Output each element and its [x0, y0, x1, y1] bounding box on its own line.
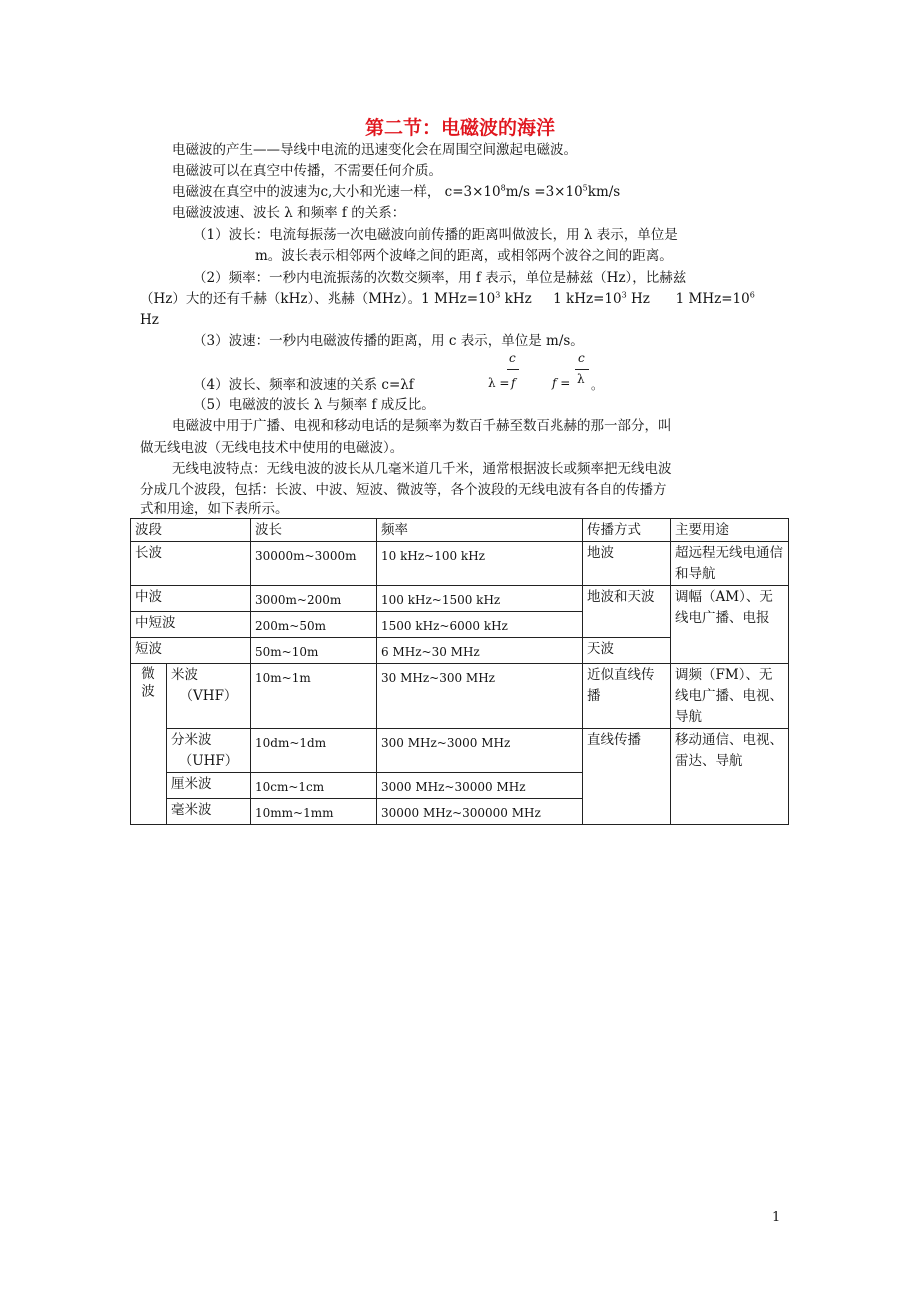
header-use: 主要用途	[671, 519, 789, 542]
band-microwave: 微波	[131, 664, 167, 825]
use-vhf: 调频（FM）、无线电广播、电视、导航	[671, 664, 789, 729]
item-relation: （4）波长、频率和波速的关系 c=λf	[193, 377, 414, 393]
band-medshort: 中短波	[131, 612, 251, 638]
wavelength-mm: 10mm~1mm	[251, 799, 377, 825]
paragraph-radio-waves-cont: 做无线电波（无线电技术中使用的电磁波）。	[140, 440, 404, 456]
frequency-cm: 3000 MHz~30000 MHz	[377, 773, 583, 799]
document-page: 第二节：电磁波的海洋 电磁波的产生——导线中电流的迅速变化会在周围空间激起电磁波。 电磁波可以在真空中传播，不需要任何介质。 电磁波在真空中的波速为c,大小和光速一样， $c=3\times 10^8m/s =3\times 10^5km/s$ 电磁波波速、波长 λ 和频率 f 的关系： （1）波长：电流每振荡一次电磁波向前传播的距离叫做波长，用 λ 表示，单位是 m。波长表示相邻两个波峰之间的距离，或相邻两个波谷之间的距离。 （2）频率：一秒内电流振荡的次数交频率，用 f 表示，单位是赫兹（Hz），比赫兹 （Hz）大的还有千赫（kHz）、兆赫（MHz）。1 $MHz=10^3$ kHz 1 $kHz=10^3$ Hz 1 $MHz=10^6$ Hz （3）波速：一秒内电磁波传播的距离，用 c 表示，单位是 m/s。 （4）波长、频率和波速的关系 c=λf λ = c f f = c λ 。 （5）电磁波的波长 λ 与频率 f 成反比。 电磁波中用于广播、电视和移动电话的是频率为数百千赫至数百兆赫的那一部分，叫 做无线电波（无线电技术中使用的电磁波）。 无线电波特点：无线电波的波长从几毫米道几千米，通常根据波长或频率把无线电波 分成几个波段，包括：长波、中波、短波、微波等，各个波段的无线电波有各自的传播方 式和用途，如下表所示。 波段 波长 频率 传播方式 主要用途 长波 30000m~3000m 10 kHz~100 kHz 地波 超远程无线电通信和导航 中波 3000m~200m 100 kHz~1500 kHz 地波和天波 调幅（AM）、无线电广播、电报 中短波 200m~50m 1500 kHz~6000 kHz 短波 50m~10m 6 MHz~30 MHz 天波 微波 米波 （VHF） 10m~1m 30 MHz~300 MHz 近似直线传播 调频（FM）、无线电广播、电视、导航 分米波 （UHF） 10dm~1dm 300 MHz~3000 MHz 直线传播 移动通信、电视、雷达、导航 厘米波 10cm~1cm 3000 MHz~30000 MHz 毫米波 10mm~1mm 30000 MHz~300000 MHz 1	[0, 0, 920, 1302]
table-row	[131, 586, 789, 612]
paragraph-generation: 电磁波的产生——导线中电流的迅速变化会在周围空间激起电磁波。	[172, 142, 577, 158]
frequency-vhf: 30 MHz~300 MHz	[377, 664, 583, 729]
band-uhf: 分米波 （UHF）	[167, 729, 251, 773]
paragraph-features: 无线电波特点：无线电波的波长从几毫米道几千米，通常根据波长或频率把无线电波	[172, 461, 672, 477]
wavelength-vhf: 10m~1m	[251, 664, 377, 729]
item-wavelength: （1）波长：电流每振荡一次电磁波向前传播的距离叫做波长，用 λ 表示，单位是	[193, 227, 678, 243]
paragraph-speed: 电磁波在真空中的波速为c,大小和光速一样， $c=3\times 10^8m/s =3\times 10^5km/s$	[172, 183, 621, 200]
propagation-uhf: 直线传播	[583, 729, 671, 825]
paragraph-features-end: 式和用途，如下表所示。	[140, 501, 289, 517]
wavelength-medium: 3000m~200m	[251, 586, 377, 612]
item-frequency: （2）频率：一秒内电流振荡的次数交频率，用 f 表示，单位是赫兹（Hz），比赫兹	[193, 270, 687, 286]
band-cm: 厘米波	[167, 773, 251, 799]
frequency-medium: 100 kHz~1500 kHz	[377, 586, 583, 612]
propagation-long: 地波	[583, 542, 671, 586]
item-speed: （3）波速：一秒内电磁波传播的距离，用 c 表示，单位是 m/s。	[193, 333, 584, 349]
propagation-medium: 地波和天波	[583, 586, 671, 638]
header-frequency: 频率	[377, 519, 583, 542]
frequency-long: 10 kHz~100 kHz	[377, 542, 583, 586]
frequency-uhf: 300 MHz~3000 MHz	[377, 729, 583, 773]
propagation-short: 天波	[583, 638, 671, 664]
band-short: 短波	[131, 638, 251, 664]
wavelength-short: 50m~10m	[251, 638, 377, 664]
band-vhf: 米波 （VHF）	[167, 664, 251, 729]
use-medium: 调幅（AM）、无线电广播、电报	[671, 586, 789, 664]
header-band: 波段	[131, 519, 251, 542]
paragraph-radio-waves: 电磁波中用于广播、电视和移动电话的是频率为数百千赫至数百兆赫的那一部分，叫	[172, 418, 672, 434]
wavelength-long: 30000m~3000m	[251, 542, 377, 586]
wave-band-table	[130, 518, 789, 825]
table-row	[131, 664, 789, 729]
propagation-vhf: 近似直线传播	[583, 664, 671, 729]
wavelength-uhf: 10dm~1dm	[251, 729, 377, 773]
paragraph-features-cont: 分成几个波段，包括：长波、中波、短波、微波等，各个波段的无线电波有各自的传播方	[140, 482, 667, 498]
band-medium: 中波	[131, 586, 251, 612]
header-propagation: 传播方式	[583, 519, 671, 542]
paragraph-relation: 电磁波波速、波长 λ 和频率 f 的关系：	[172, 205, 406, 221]
table-row	[131, 542, 789, 586]
item-frequency-hz: Hz	[140, 312, 159, 328]
table-header-row	[131, 519, 789, 542]
use-uhf: 移动通信、电视、雷达、导航	[671, 729, 789, 825]
table-row	[131, 729, 789, 773]
paragraph-vacuum: 电磁波可以在真空中传播，不需要任何介质。	[172, 163, 442, 179]
wavelength-medshort: 200m~50m	[251, 612, 377, 638]
header-wavelength: 波长	[251, 519, 377, 542]
page-number: 1	[772, 1210, 781, 1225]
item-wavelength-cont: m。波长表示相邻两个波峰之间的距离，或相邻两个波谷之间的距离。	[255, 248, 673, 264]
item-frequency-cont: （Hz）大的还有千赫（kHz）、兆赫（MHz）。1 $MHz=10^3$ kHz 1 $kHz=10^3$ Hz 1 $MHz=10^6$	[140, 290, 755, 307]
frequency-mm: 30000 MHz~300000 MHz	[377, 799, 583, 825]
frequency-medshort: 1500 kHz~6000 kHz	[377, 612, 583, 638]
band-long: 长波	[131, 542, 251, 586]
item-inverse: （5）电磁波的波长 λ 与频率 f 成反比。	[193, 397, 435, 413]
band-mm: 毫米波	[167, 799, 251, 825]
use-long: 超远程无线电通信和导航	[671, 542, 789, 586]
wavelength-cm: 10cm~1cm	[251, 773, 377, 799]
page-title: 第二节：电磁波的海洋	[364, 117, 555, 139]
frequency-short: 6 MHz~30 MHz	[377, 638, 583, 664]
